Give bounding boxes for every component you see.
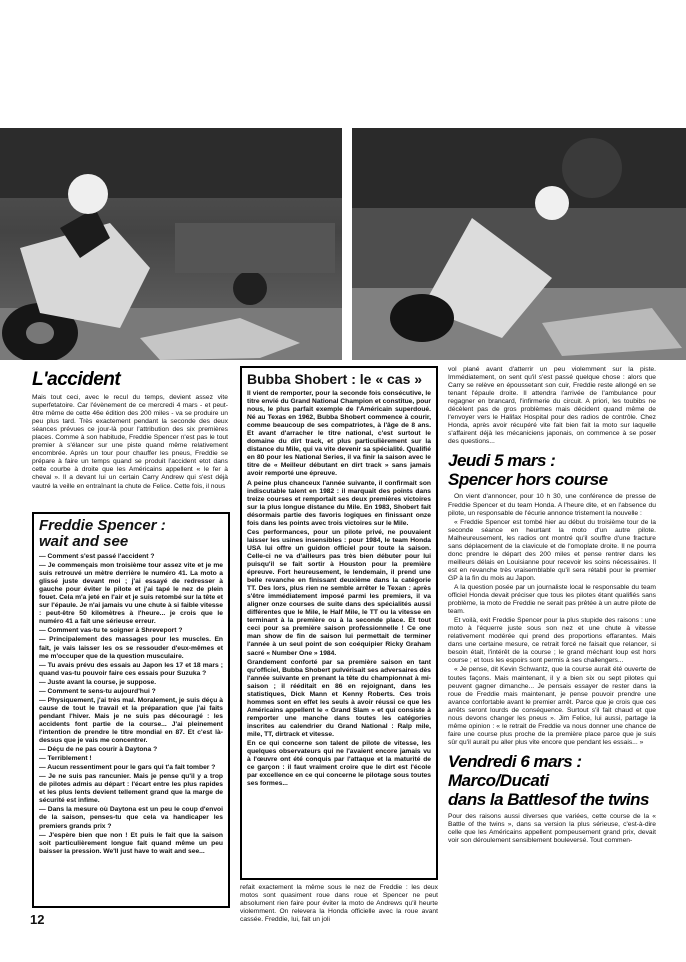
photo-right-image [352,128,686,360]
photo-left [0,128,342,360]
accident-section [32,370,228,492]
page-number: 12 [30,912,45,927]
freddie-a6: — Je ne suis pas rancunier. Mais je pense qu'il y a trop de pilotes admis au départ : l'écart entre les plus rapides et les plus lents devient tellement grand que la marge de sécurité est infime. [39,773,223,805]
bubba-p5: En ce qui concerne son talent de pilote de vitesse, les quelques observateurs qui ne l'avaient encore jamais vu à l'œuvre ont été conquis par l'attaque et la maturité de ce garçon : il faut vraiment croire que le dirt est l'école par excellence en ce qui concerne le pilotage sous toutes ses formes... [247,740,431,788]
jeudi-title-line2: Spencer hors course [448,470,608,490]
freddie-box-title-line2: wait and see [39,533,129,550]
vendredi-text: Pour des raisons aussi diverses que variées, cette course de la « Battle of the twins », dans sa version la plus sérieuse, c'est-à-dire celle que les Américains appellent pompeusement grand prix, devait voir son déroulement sensiblement bouleversé. Tout commen- [448,812,656,845]
freddie-q7: — Dans la mesure où Daytona est un peu le coup d'envoi de la saison, penses-tu que cela va handicaper les premiers grands prix ? [39,806,223,830]
freddie-a2: — Principalement des massages pour les muscles. En fait, je vais laisser les os se ressouder d'eux-mêmes et me m'occuper que de la question musculaire. [39,636,223,660]
jeudi-p1: On vient d'annoncer, pour 10 h 30, une conférence de presse de Freddie Spencer et du team Honda. A l'heure dite, et en l'absence du pilote, un responsable de l'écurie annonce tristement la nouvelle : [448,493,656,517]
freddie-a4: — Physiquement, j'ai très mal. Moralement, je suis déçu à cause de tout le travail et la préparation que j'ai faits pendant l'hiver. Mais je ne suis pas découragé : les accidents font partie de la course... J'ai pleinement l'intention de prendre le titre mondial en 87. Et c'est là-dessus que je vais me concentrer. [39,696,223,745]
bubba-p2: A peine plus chanceux l'année suivante, il confirmait son indiscutable talent en 1982 : il marquait des points dans treize courses et remportait ses deux premières victoires sur la plus longue distance du Mile. En 1983, Shobert fait désormais partie des favoris logiques en finissant onze fois dans les points avec trois victoires sur le Mile. [247,479,431,527]
freddie-q5: — Déçu de ne pas courir à Daytona ? [39,746,158,754]
freddie-a3: — Juste avant la course, je suppose. [39,678,157,686]
photo-right [352,128,686,360]
bubba-p3: Ces performances, pour un pilote privé, ne pouvaient laisser les usines insensibles : pour 1984, le team Honda USA lui offre un guidon officiel pour toute la saison. Celle-ci ne va d'ailleurs pas très bien débuter pour lui puisqu'il se fait sortir à Houston pour la première épreuve. Fort heureusement, le lendemain, il prend une belle revanche en finissant deuxième dans la catégorie TT. Des lors, plus rien ne semble arrêter le Texan : après s'être immédiatement imposé parmi les premiers, il va aligner onze courses de suite dans des spécialités aussi différentes que le Mile, le Half Mile, le TT ou la vitesse en terminant à la première ou à la seconde place. Et tout ceci pour sa première saison professionnelle ! Ce one man show de fin de saison lui permettait de terminer l'année à un seul point de son coéquipier Ricky Graham sacré « Number One » 1984. [247,528,431,657]
freddie-box-body [39,553,223,856]
freddie-q1: — Comment s'est passé l'accident ? [39,553,155,560]
freddie-q6: — Aucun ressentiment pour le gars qui t'a fait tomber ? [39,764,216,772]
freddie-q3: — Tu avais prévu des essais au Japon les 17 et 18 mars ; quand vas-tu pouvoir faire ces essais pour Suzuka ? [39,661,223,677]
right-top-text: vol plané avant d'atterrir un peu violemment sur la piste. Immédiatement, on sent qu'il s'est passé quelque chose : alors que Carry se relève en époussetant son cuir, Freddie reste allongé en se tenant l'épaule droite. Il attendra l'arrivée de l'ambulance pour regagner en brancard, l'infirmerie du circuit. A priori, les toubibs ne décèlent pas de gros problèmes mais décident quand même de l'envoyer vers le Halifax Hospital pour des radios de contrôle. Chez Honda, après avoir récupéré vite fait bien fait la moto sur laquelle s'affairent déjà les mécaniciens japonais, on commence à se poser des questions... [448,366,656,446]
jeudi-p2: « Freddie Spencer est tombé hier au début du troisième tour de la seconde séance en heurtant la moto d'un autre pilote. Malheureusement, les radios ont montré qu'il souffre d'une fracture sans déplacement de la clavicule et de l'omoplate droite. Il ne pourra donc prendre le départ des 200 miles et pense rentrer dans les meilleurs délais en Louisianne pour recevoir les soins nécessaires. Il est en revanche très vraisemblable qu'il sera rétabli pour le premier GP à la fin du mois au Japon. [448,518,656,582]
bubba-shobert-box [240,366,438,880]
accident-continued-text: refait exactement la même sous le nez de Freddie : les deux motos sont quasiment roue dans roue et Spencer ne peut absolument rien faire pour éviter la moto de Andrews qu'il heurte violemment. On relevera la Honda officielle avec la roue avant cassée. Freddie, lui, fait un joli [240,884,438,924]
freddie-box-title-line1: Freddie Spencer : [39,517,166,534]
jeudi-p5: « Je pense, dit Kevin Schwantz, que la course aurait été ouverte de toutes façons. Mais maintenant, il y a bien six ou sept pilotes qui peuvent gagner dimanche... Je pensais essayer de rester dans la roue de Freddie mais maintenant, je pense pouvoir prendre une avance confortable avant le premier arrêt. Parce que je crois que ces arrêts seront lourds de conséquence. Surtout s'il fait chaud et que nous devons changer les pneus ». Jim Felice, lui aussi, partage la même opinion : « le retrait de Freddie va nous donner une chance de faire une course plus proche de la première place parce que je suis sûr qu'il aurait pu aller plus vite encore que pendant les essais... » [448,666,656,746]
vendredi-title-line1: Vendredi 6 mars : [448,751,582,771]
freddie-q2: — Comment vas-tu te soigner à Shreveport ? [39,627,183,635]
vendredi-title-line2: Marco/Ducati [448,770,549,790]
vendredi-title-line3: dans la Battlesof the twins [448,789,649,809]
accident-continued [240,884,438,925]
photo-left-image [0,128,342,360]
bubba-box-title: Bubba Shobert : le « cas » [247,371,423,387]
freddie-a7: — J'espère bien que non ! Et puis le fait que la saison soit particulièrement longue fait quand même un peu baisser la pression. We'll just have to wait and see... [39,831,223,855]
jeudi-p4: Et voilà, exit Freddie Spencer pour la plus stupide des raisons : une moto à l'équerre juste sous son nez et une chute à vitesse relativement modérée qui prend des proportions effarantes. Mais dans une certaine mesure, ce retrait forcé ne faisait que relancer, si besoin était, l'intérêt de la course ; le grand méchant loup est hors course ; et tous les espoirs sont permis à ses challengers... [448,617,656,665]
freddie-a5: — Terriblement ! [39,755,92,763]
bubba-p1: Il vient de remporter, pour la seconde fois consécutive, le titre envié du Grand National Champion et constitue, pour nous, le plus parfait exemple de l'Américain superdoué. Né au Texas en 1962, Bubba Shobert commence à courir, comme beaucoup de ses compatriotes, à l'âge de 8 ans. Et avant d'arracher le titre national, c'est surtout le domaine du dirt track, et plus particulièrement sur la distance du Mile, qui va vite devenir sa spécialité. Qualifié en 80 pour les National Series, il va finir la saison avec le titre de « Meilleur débutant en dirt track » sans jamais avoir remporté une épreuve. [247,390,431,478]
accident-title: L'accident [32,369,121,390]
accident-text: Mais tout ceci, avec le recul du temps, devient assez vite superfetatoire. Car l'évènement de ce mercredi 4 mars - et peut-être même de cette 46e édition des 200 miles - va se produire un peu plus tard. Très exactement pendant la seconde des deux séances prévues ce jour-là pour l'attribution des six premières places. Comme à son habitude, Freddie Spencer n'est pas le tout premier à s'élancer sur une piste quand même relativement encombrée. Après un tour pour chauffer les pneus, Freddie se prépare à faire un temps quand se produit l'accident etot dans cette courbe à droite que les Américains appellent « le fer à cheval ». Il a devant lui un certain Carry Andrew qui s'est déjà vautré la veille en entraînant la chute de Felice. Cette fois, il nous [32,394,228,490]
freddie-interview-box [32,512,230,908]
freddie-a1: — Je commençais mon troisième tour assez vite et je me suis retrouvé un mètre derrière le numéro 41. La moto a glissé juste devant moi ; j'ai essayé de redresser à gauche pour éviter le pilote et j'ai tapé le nez de plein fouet. Cela m'a jeté en l'air et je suis retombé sur la tête et sur l'épaule. Je n'ai jamais vu une chute à si faible vitesse : peut-être 50 kilomètres à l'heure... je crois que le numéro 41 a fait une sérieuse erreur. [39,562,223,626]
jeudi-title-line1: Jeudi 5 mars : [448,451,556,471]
freddie-q4: — Comment te sens-tu aujourd'hui ? [39,687,156,695]
bubba-p4: Grandement conforté par sa première saison en tant qu'officiel, Bubba Shobert pulvérisait ses adversaires dès l'année suivante en prenant la tête du championnat à mi-saison ; il rééditait en 86 en rejoignant, dans les statistiques, Dick Mann et Kenny Roberts. Ces trois hommes sont en effet les seuls à avoir réussi ce que les Américains appellent le « Grand Slam » et qui consiste à remporter une manche dans toutes les catégories inscrites au calendrier du Grand National : Ralp mile, mile, TT, dirtrack et vitesse. [247,658,431,738]
jeudi-p3: A la question posée par un journaliste local le responsable du team officiel Honda devait préciser que tous les pilotes étant qualifiés sans problème, la moto de Freddie ne serait pas prêtée à un autre pilote de team. [448,583,656,616]
bubba-box-body [247,390,431,788]
right-column [448,366,656,846]
